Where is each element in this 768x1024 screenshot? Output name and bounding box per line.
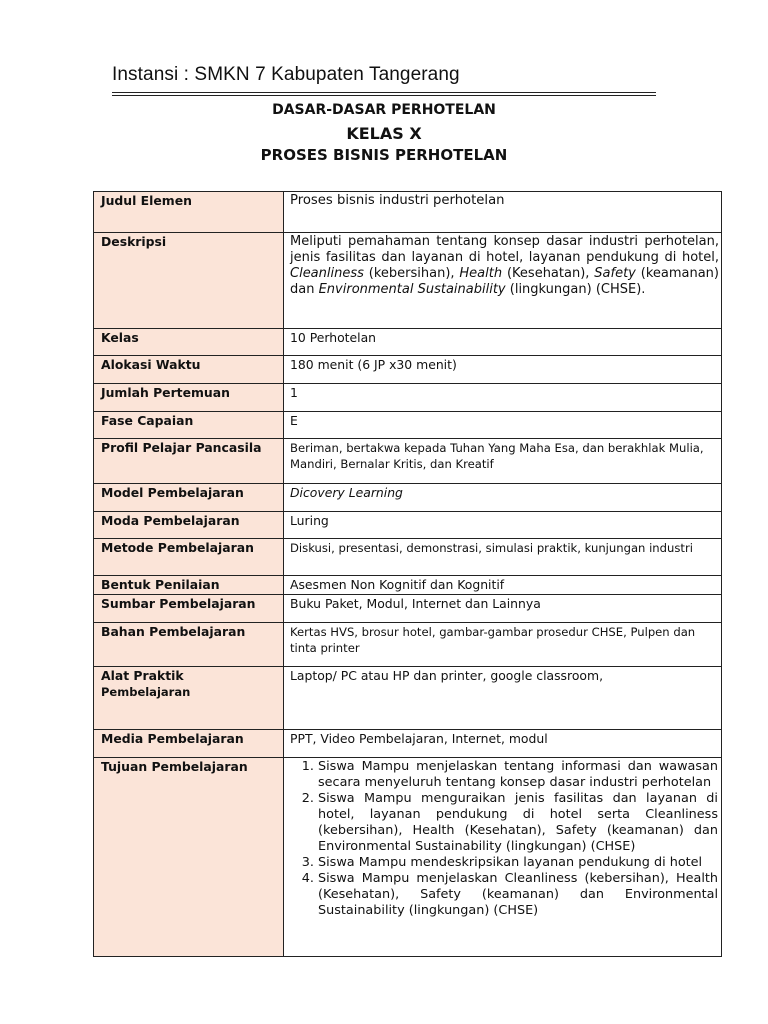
row-label: Sumbar Pembelajaran — [94, 595, 284, 623]
row-label: Alokasi Waktu — [94, 356, 284, 384]
description-text: (Kesehatan), — [502, 266, 595, 281]
row-label-line: Alat Praktik — [101, 668, 184, 683]
goals-cell — [284, 758, 722, 957]
table-row — [94, 758, 722, 957]
row-label: Profil Pelajar Pancasila — [94, 439, 284, 484]
row-label: Model Pembelajaran — [94, 484, 284, 512]
table-row — [94, 667, 722, 730]
row-value: Asesmen Non Kognitif dan Kognitif — [284, 576, 722, 595]
row-label: Jumlah Pertemuan — [94, 384, 284, 412]
goals-list — [290, 759, 719, 919]
description-text: (lingkungan) (CHSE). — [505, 282, 646, 297]
row-label: Moda Pembelajaran — [94, 512, 284, 539]
row-label: Fase Capaian — [94, 412, 284, 439]
row-label: Kelas — [94, 329, 284, 356]
table-row — [94, 595, 722, 623]
row-label: Bentuk Penilaian — [94, 576, 284, 595]
document-title: DASAR-DASAR PERHOTELAN — [272, 102, 496, 118]
description-italic: Health — [459, 266, 503, 281]
header-rule-top — [112, 92, 656, 93]
row-label: Judul Elemen — [94, 192, 284, 233]
row-value: Dicovery Learning — [284, 484, 722, 512]
description-text: (kebersihan), — [363, 266, 460, 281]
subject-title: PROSES BISNIS PERHOTELAN — [260, 146, 508, 164]
row-value: Diskusi, presentasi, demonstrasi, simulasi praktik, kunjungan industri — [284, 539, 722, 576]
description-text: (keamanan) dan — [290, 266, 719, 297]
description-italic: Cleanliness — [290, 266, 364, 281]
row-value: PPT, Video Pembelajaran, Internet, modul — [284, 730, 722, 758]
table-row — [94, 412, 722, 439]
row-value: Luring — [284, 512, 722, 539]
module-table — [93, 191, 722, 957]
table-row — [94, 384, 722, 412]
table-row — [94, 233, 722, 329]
list-item: 4. Siswa Mampu menjelaskan Cleanliness (kebersihan), Health (Kesehatan), Safety (keamanan) dan Environmental Sustainability (lingkungan) (CHSE) — [318, 871, 719, 919]
table-row — [94, 730, 722, 758]
table-row — [94, 439, 722, 484]
table-row — [94, 623, 722, 667]
row-label: Tujuan Pembelajaran — [94, 758, 284, 957]
description-italic: Safety — [594, 266, 636, 281]
table-row — [94, 539, 722, 576]
description-value — [284, 233, 722, 329]
row-label-line: Pembelajaran — [101, 685, 191, 699]
description-text: Meliputi pemahaman tentang konsep dasar industri perhotelan, jenis fasilitas dan layanan di hotel, layanan pendukung di hotel, — [290, 234, 719, 265]
list-item: 3. Siswa Mampu mendeskripsikan layanan pendukung di hotel — [318, 855, 719, 871]
class-title: KELAS X — [346, 124, 422, 143]
row-value: Beriman, bertakwa kepada Tuhan Yang Maha Esa, dan berakhlak Mulia, Mandiri, Bernalar Kritis, dan Kreatif — [284, 439, 722, 484]
row-value: Kertas HVS, brosur hotel, gambar-gambar prosedur CHSE, Pulpen dan tinta printer — [284, 623, 722, 667]
table-row — [94, 484, 722, 512]
row-label: Deskripsi — [94, 233, 284, 329]
header-rule-bottom — [112, 95, 656, 96]
row-value: 180 menit (6 JP x30 menit) — [284, 356, 722, 384]
row-label: Bahan Pembelajaran — [94, 623, 284, 667]
row-value: Proses bisnis industri perhotelan — [284, 192, 722, 233]
table-row — [94, 192, 722, 233]
row-value: 1 — [284, 384, 722, 412]
row-value: Laptop/ PC atau HP dan printer, google classroom, — [284, 667, 722, 730]
table-row — [94, 576, 722, 595]
table-row — [94, 356, 722, 384]
institution-header: Instansi : SMKN 7 Kabupaten Tangerang — [112, 64, 460, 85]
description-italic: Environmental Sustainability — [318, 282, 506, 297]
row-value: Buku Paket, Modul, Internet dan Lainnya — [284, 595, 722, 623]
row-label — [94, 667, 284, 730]
row-label: Metode Pembelajaran — [94, 539, 284, 576]
list-item: 1. Siswa Mampu menjelaskan tentang informasi dan wawasan secara menyeluruh tentang konsep dasar industri perhotelan — [318, 759, 719, 791]
table-row — [94, 329, 722, 356]
row-value: 10 Perhotelan — [284, 329, 722, 356]
row-label: Media Pembelajaran — [94, 730, 284, 758]
list-item: 2. Siswa Mampu menguraikan jenis fasilitas dan layanan di hotel, layanan pendukung di hotel serta Cleanliness (kebersihan), Health (Kesehatan), Safety (keamanan) dan Environmental Sustainability (lingkungan) (CHSE) — [318, 791, 719, 855]
row-value: E — [284, 412, 722, 439]
table-row — [94, 512, 722, 539]
